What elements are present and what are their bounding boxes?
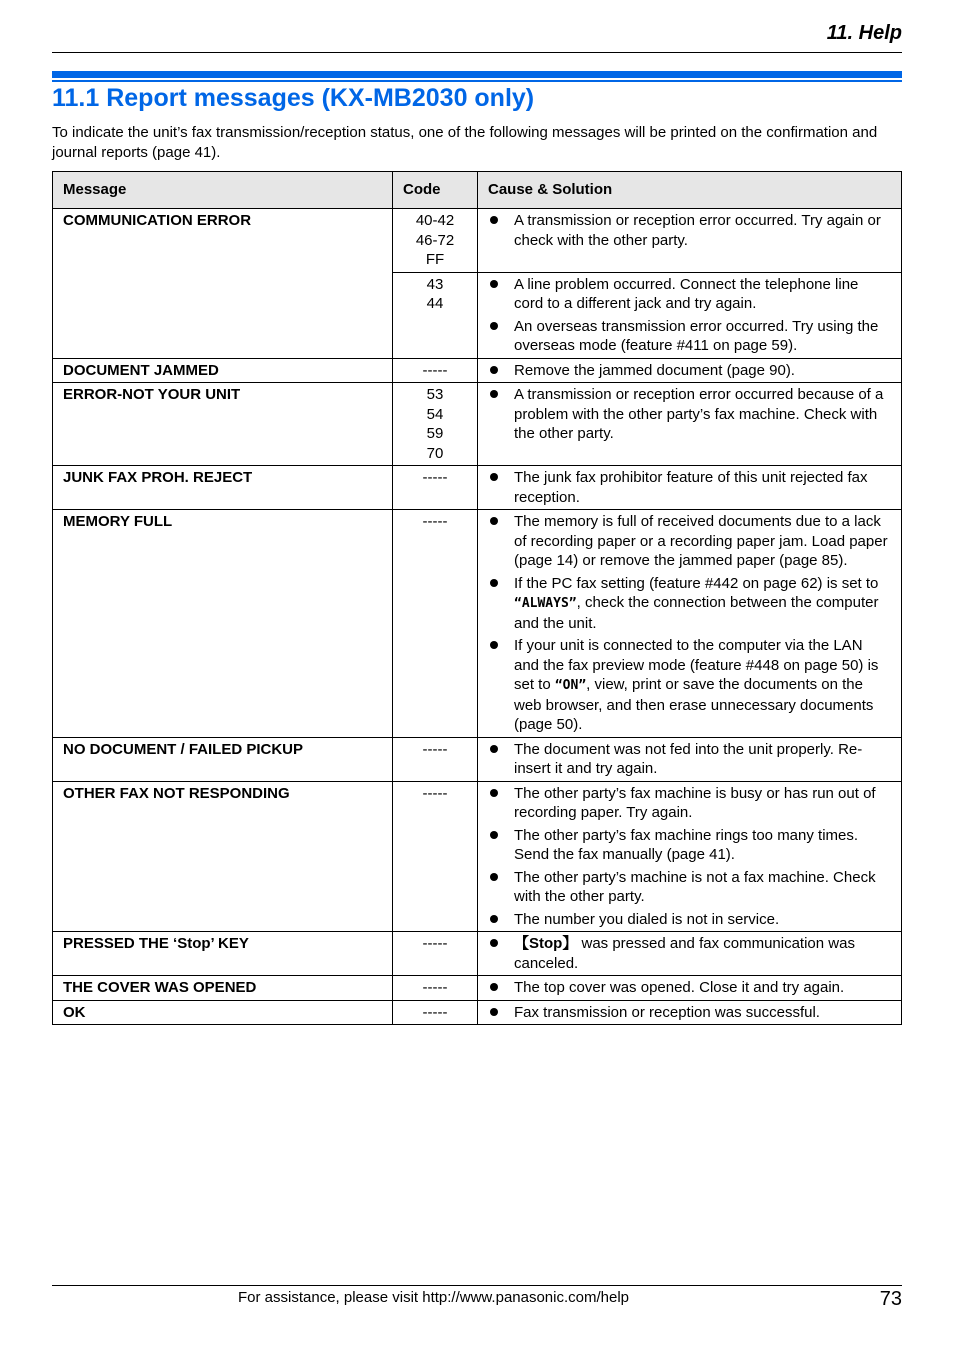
mode-value: “ON” <box>554 678 587 693</box>
cause-item <box>488 211 891 250</box>
table-row <box>53 466 902 510</box>
cause-text: The document was not fed into the unit properly. Re-insert it and try again. <box>514 740 863 777</box>
cause-text: A transmission or reception error occurred because of a problem with the other party’s fax machine. Check with the other party. <box>514 386 884 442</box>
bullet-icon <box>490 322 498 330</box>
cause-item <box>488 361 891 381</box>
bullet-icon <box>490 831 498 839</box>
bullet-icon <box>490 983 498 991</box>
message-cell: PRESSED THE ‘Stop’ KEY <box>53 932 393 976</box>
code-cell <box>393 510 478 738</box>
column-header-message: Message <box>53 172 393 209</box>
code-value: ----- <box>422 935 448 952</box>
code-value: 54 <box>426 405 444 423</box>
code-cell <box>393 976 478 1001</box>
column-header-code: Code <box>393 172 478 209</box>
cause-text-pre: If your unit is connected to the computer via the LAN and the fax preview mode (feature #448 on page 50) is set to <box>514 637 879 693</box>
bullet-icon <box>490 216 498 224</box>
footer-divider <box>52 1285 902 1286</box>
cause-cell <box>478 209 902 273</box>
cause-item <box>488 784 891 823</box>
cause-cell <box>478 466 902 510</box>
cause-text-post: , view, print or save the documents on the web browser, and then erase unnecessary documents (page 50). <box>514 676 874 733</box>
table-row <box>53 1000 902 1025</box>
code-cell <box>393 358 478 383</box>
code-cell <box>393 1000 478 1025</box>
bullet-icon <box>490 366 498 374</box>
cause-cell <box>478 737 902 781</box>
code-cell <box>393 383 478 466</box>
table-row <box>53 383 902 466</box>
section-title: 11.1 Report messages (KX-MB2030 only) <box>52 84 535 112</box>
bullet-icon <box>490 939 498 947</box>
cause-text: A transmission or reception error occurred. Try again or check with the other party. <box>514 212 881 249</box>
code-value: ----- <box>422 784 448 802</box>
bullet-icon <box>490 641 498 649</box>
bullet-icon <box>490 915 498 923</box>
cause-text: The top cover was opened. Close it and try again. <box>514 979 845 996</box>
cause-item <box>488 636 891 735</box>
cause-text: An overseas transmission error occurred. Try using the overseas mode (feature #411 on page 59). <box>514 317 879 354</box>
mode-value: “ALWAYS” <box>514 596 577 611</box>
code-value: ----- <box>422 469 448 486</box>
table-row <box>53 781 902 932</box>
code-cell <box>393 209 478 273</box>
table-row <box>53 976 902 1001</box>
bullet-icon <box>490 1008 498 1016</box>
page-number: 73 <box>879 1288 902 1310</box>
bullet-icon <box>490 789 498 797</box>
message-cell: OTHER FAX NOT RESPONDING <box>53 781 393 932</box>
bullet-icon <box>490 280 498 288</box>
table-row <box>53 209 902 273</box>
message-cell: JUNK FAX PROH. REJECT <box>53 466 393 510</box>
cause-cell <box>478 932 902 976</box>
cause-item <box>488 1003 891 1023</box>
bullet-icon <box>490 873 498 881</box>
header-divider <box>52 52 902 53</box>
stop-key-label: 【Stop】 <box>514 935 578 952</box>
column-header-cause: Cause & Solution <box>478 172 902 209</box>
cause-cell <box>478 272 902 358</box>
code-cell <box>393 466 478 510</box>
cause-item <box>488 512 891 571</box>
footer-assistance-text: For assistance, please visit http://www.panasonic.com/help <box>238 1289 630 1306</box>
cause-cell <box>478 781 902 932</box>
code-value: 46-72 <box>415 231 455 249</box>
cause-text: The number you dialed is not in service. <box>514 910 780 928</box>
table-row <box>53 737 902 781</box>
cause-text: was pressed and fax communication was canceled. <box>514 935 855 972</box>
cause-item <box>488 934 891 973</box>
cause-item <box>488 317 891 356</box>
cause-cell <box>478 358 902 383</box>
code-value: 70 <box>426 444 444 462</box>
bullet-icon <box>490 473 498 481</box>
message-cell: ERROR-NOT YOUR UNIT <box>53 383 393 466</box>
message-cell: THE COVER WAS OPENED <box>53 976 393 1001</box>
cause-item <box>488 740 891 779</box>
report-messages-table <box>52 171 902 1025</box>
cause-cell <box>478 1000 902 1025</box>
cause-item <box>488 275 891 314</box>
table-header-row <box>53 172 902 209</box>
cause-text: The junk fax prohibitor feature of this unit rejected fax reception. <box>514 469 868 506</box>
cause-text: Remove the jammed document (page 90). <box>514 361 795 379</box>
section-bar <box>52 71 902 78</box>
code-value: ----- <box>422 979 448 996</box>
section-bar-thin <box>52 80 902 82</box>
code-value: FF <box>425 251 445 268</box>
code-cell <box>393 272 478 358</box>
bullet-icon <box>490 579 498 587</box>
cause-item <box>488 978 891 998</box>
cause-item <box>488 868 891 907</box>
code-value: 44 <box>426 295 444 312</box>
cause-text: Fax transmission or reception was successful. <box>514 1003 820 1021</box>
message-cell: COMMUNICATION ERROR <box>53 209 393 359</box>
cause-text: The other party’s fax machine is busy or has run out of recording paper. Try again. <box>514 784 876 821</box>
message-cell: DOCUMENT JAMMED <box>53 358 393 383</box>
table-row <box>53 932 902 976</box>
intro-paragraph: To indicate the unit’s fax transmission/reception status, one of the following messages will be printed on the confirmation and journal reports (page 41). <box>52 124 878 161</box>
cause-cell <box>478 976 902 1001</box>
code-value: ----- <box>422 513 448 530</box>
cause-item <box>488 826 891 865</box>
bullet-icon <box>490 390 498 398</box>
table-row <box>53 510 902 738</box>
message-cell: NO DOCUMENT / FAILED PICKUP <box>53 737 393 781</box>
code-value: ----- <box>422 361 448 379</box>
chapter-title: 11. Help <box>826 22 902 44</box>
cause-cell <box>478 383 902 466</box>
code-value: 43 <box>426 275 444 293</box>
message-cell: MEMORY FULL <box>53 510 393 738</box>
message-cell: OK <box>53 1000 393 1025</box>
code-value: 40-42 <box>415 212 455 229</box>
code-value: ----- <box>422 1003 448 1021</box>
cause-text-post: , check the connection between the computer and the unit. <box>514 594 879 632</box>
code-cell <box>393 737 478 781</box>
code-value: 59 <box>426 425 444 442</box>
code-value: ----- <box>422 740 448 758</box>
cause-text: The memory is full of received documents due to a lack of recording paper or a recording paper jam. Load paper (page 14) or remove the jammed paper (page 85). <box>514 513 888 569</box>
code-cell <box>393 781 478 932</box>
cause-item <box>488 468 891 507</box>
cause-text: A line problem occurred. Connect the telephone line cord to a different jack and try again. <box>514 275 859 312</box>
bullet-icon <box>490 517 498 525</box>
code-value: 53 <box>426 386 444 403</box>
table-row <box>53 358 902 383</box>
cause-item <box>488 910 891 930</box>
cause-cell <box>478 510 902 738</box>
cause-item <box>488 385 891 444</box>
cause-text: The other party’s fax machine rings too many times. Send the fax manually (page 41). <box>514 826 859 863</box>
cause-text-pre: If the PC fax setting (feature #442 on page 62) is set to <box>514 574 879 592</box>
code-cell <box>393 932 478 976</box>
cause-text: The other party’s machine is not a fax machine. Check with the other party. <box>514 868 876 905</box>
bullet-icon <box>490 745 498 753</box>
cause-item <box>488 574 891 634</box>
